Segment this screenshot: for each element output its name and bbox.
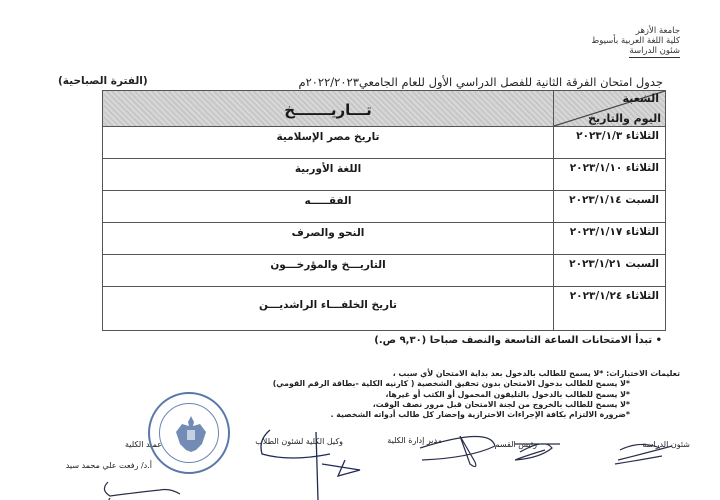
letterhead-university: جامعة الأزهر	[635, 26, 680, 36]
signature-vice-dean: وكيل الكلية لشئون الطلاب	[255, 437, 343, 446]
header-day-date-label: اليوم والتاريخ	[588, 112, 661, 125]
eagle-emblem-icon	[174, 414, 208, 454]
instruction-line: تعليمات الاختبارات: *لا يسمح للطالب بالدخول بعد بداية الامتحان لأي سبب ،	[392, 369, 680, 378]
exam-subject: اللغة الأوربية	[103, 159, 554, 191]
header-corner-cell	[554, 91, 666, 127]
exam-date: السبت ٢٠٢٣/١/٢١	[554, 255, 666, 287]
table-header-row	[103, 91, 666, 127]
signature-studies-affairs: شئون الدراسة	[642, 440, 690, 449]
signature-department-head: رئيس القسم	[494, 440, 537, 449]
letterhead	[570, 26, 680, 58]
schedule-title: جدول امتحان الفرقة الثانية للفصل الدراسي الأول للعام الجامعي٢٠٢٢/٢٠٢٣م	[298, 75, 663, 89]
exam-subject: تاريخ مصر الإسلامية	[103, 127, 554, 159]
exam-start-time-note: • تبدأ الامتحانات الساعة التاسعة والنصف صباحا (٩,٣٠ ص.)	[374, 335, 662, 346]
table-row	[103, 223, 666, 255]
header-subject-cell	[103, 91, 554, 127]
exam-subject: التاريـــخ والمؤرخـــون	[103, 255, 554, 287]
instruction-line: *لا يسمح للطالب بدخول الامتحان بدون تحقيق الشخصية ( كارنيه الكلية -بطاقة الرقم القومي)	[272, 379, 630, 389]
college-stamp	[148, 392, 230, 474]
table-row	[103, 127, 666, 159]
instruction-line: *ضرورة الالتزام بكافة الإجراءات الاحترازية وإحضار كل طالب أدواته الشخصية .	[330, 410, 630, 420]
exam-date: الثلاثاء ٢٠٢٣/١/١٧	[554, 223, 666, 255]
exam-subject: تاريخ الخلفـــاء الراشديـــن	[103, 287, 554, 331]
signature-dean-title: عميد الكلية	[125, 440, 162, 449]
table-row	[103, 255, 666, 287]
signature-dean-name: أ.د/ رفعت علي محمد سيد	[65, 461, 152, 470]
table-row	[103, 191, 666, 223]
exam-instructions	[210, 369, 680, 420]
handwritten-signatures	[0, 420, 720, 500]
exam-schedule-table	[102, 90, 666, 331]
instruction-line: *لا يسمح للطالب بالخروج من لجنة الامتحان قبل مرور نصف الوقت،	[372, 399, 630, 409]
table-row	[103, 159, 666, 191]
letterhead-college: كلية اللغة العربية بأسيوط	[591, 36, 680, 46]
exam-date: الثلاثاء ٢٠٢٣/١/١٠	[554, 159, 666, 191]
table-row	[103, 287, 666, 331]
exam-date: الثلاثاء ٢٠٢٣/١/٣	[554, 127, 666, 159]
exam-date: السبت ٢٠٢٣/١/١٤	[554, 191, 666, 223]
schedule-title-row	[58, 75, 663, 91]
header-division-label: الشعبة	[622, 92, 659, 105]
exam-subject: النحو والصرف	[103, 223, 554, 255]
header-subject-label: تـــاريـــــــخ	[284, 100, 372, 119]
exam-date: الثلاثاء ٢٠٢٣/١/٢٤	[554, 287, 666, 331]
letterhead-department: شئون الدراسة	[629, 46, 680, 56]
exam-subject: الفقـــــه	[103, 191, 554, 223]
signature-admin-director: مدير إدارة الكلية	[387, 436, 442, 445]
schedule-period: (الفترة الصباحية)	[58, 75, 148, 87]
instruction-line: *لا يسمح للطالب بالدخول بالتليفون المحمول أو الكتب أو غيرها،	[385, 389, 630, 399]
